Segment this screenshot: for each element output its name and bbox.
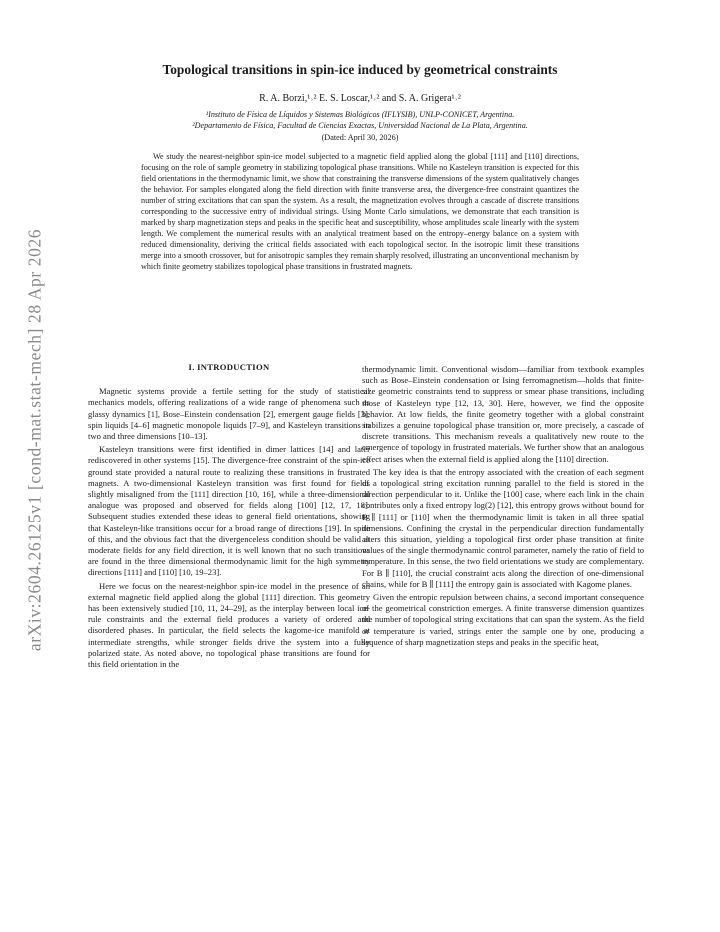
paper-title: Topological transitions in spin-ice induced by geometrical constraints — [162, 62, 558, 77]
abstract: We study the nearest-neighbor spin-ice model subjected to a magnetic field applied along the global [111] and [110] directions, focusing on the role of sample geometry in stabilizing topological phase transitions. While no Kasteleyn transition is expected for this field orientations in the thermodynamic limit, we show that constraining the transverse dimensions of the system qualitatively changes the behavior. For samples elongated along the field direction with finite transverse area, the divergence-free constraint quantizes the number of string excitations that can span the system. As a result, the magnetization evolves through a cascade of discrete transitions corresponding to the successive entry of individual strings. Using Monte Carlo simulations, we demonstrate that each transition is marked by sharp magnetization steps and peaks in the specific heat and susceptibility, whose amplitudes scale linearly with the system length. We complement the numerical results with an analytical treatment based on the entropy–energy balance on a system with reduced dimensionality, deriving the critical fields associated with each topological sector. In the isotropic limit these transitions merge into a smooth crossover, but for anisotropic samples they remain sharply resolved, illustrating an unconventional mechanism by which finite geometry stabilizes topological phase transitions in frustrated magnets. — [141, 152, 579, 271]
arxiv-sidebar-stamp — [22, 220, 48, 660]
section-heading-introduction: I. INTRODUCTION — [188, 362, 270, 372]
intro-paragraph-1: Magnetic systems provide a fertile setting for the study of statistical mechanics models, offering realizations of a wide range of phenomena such as glassy dynamics [1], Bose–Einstein condensation [2], emergent gauge fields [3], spin liquids [4–6] magnetic monopole liquids [7–9], and Kasteleyn transitions in two and three dimensions [10–13]. — [88, 386, 370, 442]
intro-paragraph-4: The key idea is that the entropy associated with the creation of each segment of a topological string excitation running parallel to the field is stored in the direction perpendicular to it. Unlike the [100] case, where each link in the chain contributes only a fixed entropy log(2) [12], this entropy grows without bound for B ∥ [111] or [110] when the thermodynamic limit is taken in all three spatial dimensions. Confining the crystal in the perpendicular direction fundamentally alters this situation, yielding a topological first order phase transition at finite values of the single thermodynamic control parameter, namely the ratio of field to temperature. In this sense, the two field orientations we study are complementary. For B ∥ [110], the crucial constraint acts along the direction of one-dimensional chains, while for B ∥ [111] the entropy gain is associated with Kagome planes. — [362, 466, 644, 589]
left-column — [88, 355, 370, 672]
right-column — [362, 364, 644, 650]
dated-line: (Dated: April 30, 2026) — [321, 133, 399, 142]
intro-paragraph-2: Kasteleyn transitions were first identified in dimer lattices [14] and later rediscovered in other systems [15]. The divergence-free constraint of the spin-ice ground state provided a natural route to realizing these transitions in frustrated magnets. A two-dimensional Kasteleyn transition was first found for fields slightly misaligned from the [111] direction [10, 16], while a three-dimensional analogue was proposed and observed for fields along [100] [12, 17, 18]. Subsequent studies extended these ideas to general field orientations, showing that Kasteleyn-like transitions occur for a broad range of directions [19]. In spite of this, and the obvious fact that the divergenceless condition should be valid at moderate fields for any field direction, it is well known that no such transitions are found in the three dimensional thermodynamic limit for the high symmetry directions [111] and [110] [10, 19–23]. — [88, 444, 370, 578]
intro-paragraph-3-continued: thermodynamic limit. Conventional wisdom—familiar from textbook examples such as Bose–Einstein condensation or Ising ferromagnetism—holds that finite-size geometric constraints tend to suppress or smear phase transitions, including those of Kasteleyn type [12, 13, 30]. Here, however, we find the opposite behavior. At low fields, the finite geometry together with a global constraint stabilizes a genuine topological phase transition or, more precisely, a cascade of discrete transitions. This mechanism reveals a qualitatively new route to the emergence of topology in frustrated materials. We further show that an analogous effect arises when the external field is applied along the [110] direction. — [362, 364, 644, 464]
affiliation-1: ¹Instituto de Física de Líquidos y Sistemas Biológicos (IFLYSIB), UNLP-CONICET, Argentina. — [205, 110, 515, 119]
intro-paragraph-5: Given the entropic repulsion between chains, a second important consequence of the geometrical constriction emerges. A finite transverse dimension quantizes the number of topological string excitations that can span the system. As the field or temperature is varied, strings enter the sample one by one, producing a sequence of sharp magnetization steps and peaks in the specific heat, — [362, 592, 644, 647]
author-list: R. A. Borzi,¹˒² E. S. Loscar,¹˒² and S. A. Grigera¹˒² — [259, 93, 461, 104]
arxiv-identifier: arXiv:2604.26125v1 [cond-mat.stat-mech] 28 Apr 2026 — [24, 228, 45, 652]
intro-paragraph-3: Here we focus on the nearest-neighbor spin-ice model in the presence of an external magnetic field applied along the global [111] direction. This geometry has been extensively studied [10, 11, 24–29], as the interplay between local ice-rule constraints and the external field produces a variety of ordered and disordered phases. In particular, the field selects the kagome-ice manifold at intermediate strengths, while stronger fields drive the system into a fully polarized state. As noted above, no topological phase transitions are found for this field orientation in the — [88, 580, 370, 670]
affiliation-2: ²Departamento de Física, Facultad de Ciencias Exactas, Universidad Nacional de La Plata, Argentina. — [192, 121, 528, 130]
